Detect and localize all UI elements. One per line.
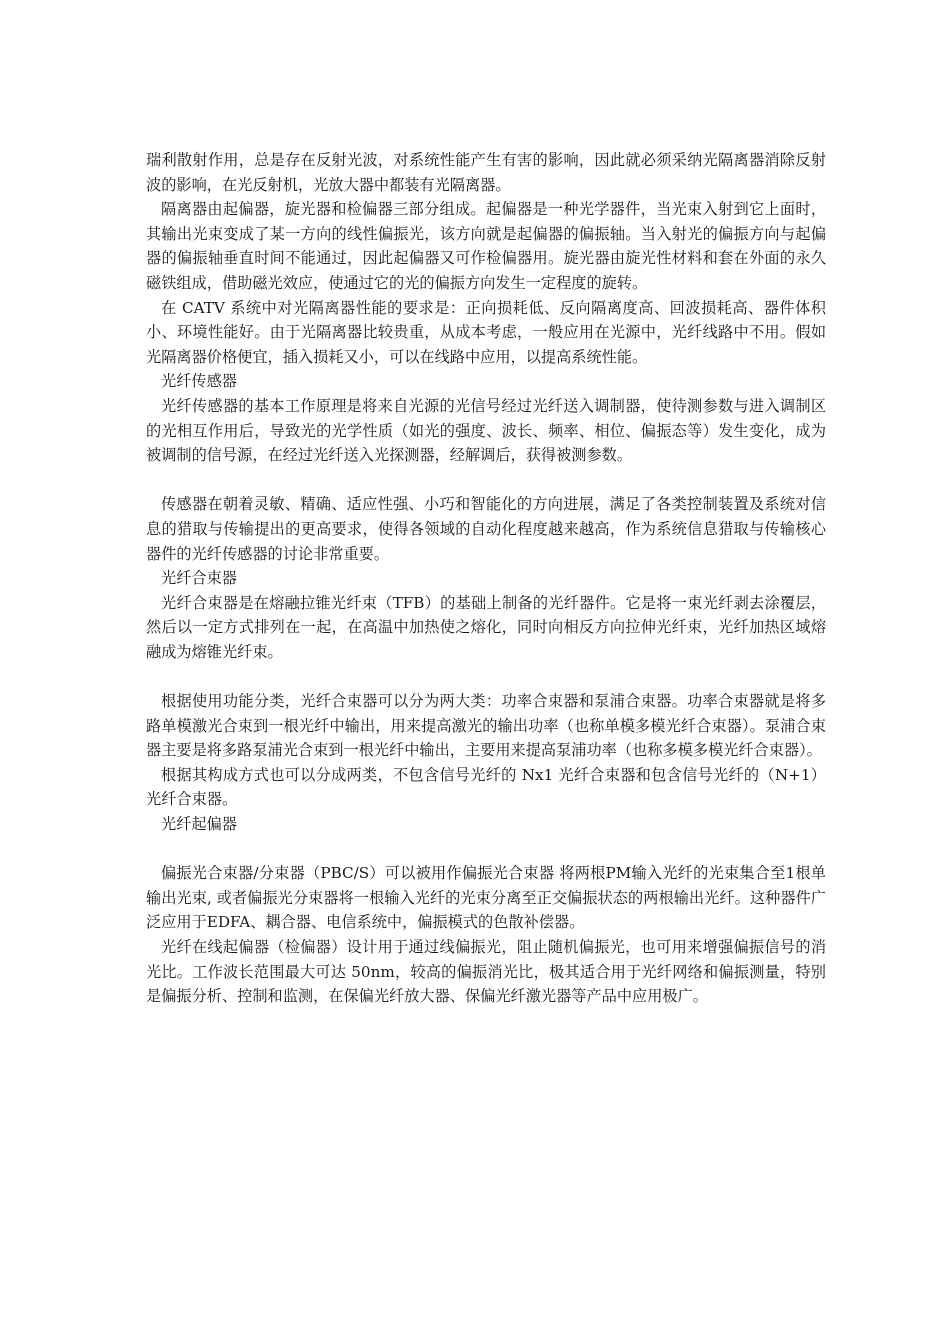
paragraph-combiner-structure: 根据其构成方式也可以分成两类，不包含信号光纤的 Nx1 光纤合束器和包含信号光纤的（N+1）光纤合束器。 bbox=[146, 765, 826, 809]
heading-fiber-combiner: 光纤合束器 bbox=[161, 569, 237, 588]
paragraph-rayleigh-scattering: 瑞利散射作用，总是存在反射光波，对系统性能产生有害的影响，因此就必须采纳光隔离器消除反射波的影响，在光反射机，光放大器中都装有光隔离器。 bbox=[146, 151, 826, 194]
paragraph-inline-polarizer: 光纤在线起偏器（检偏器）设计用于通过线偏振光，阻止随机偏振光，也可用来增强偏振信号的消光比。工作波长范围最大可达 50nm，较高的偏振消光比，极其适合用于光纤网络和偏振测量，特别是偏振分析、控制和监测，在保偏光纤放大器、保偏光纤激光器等产品中应用极广。 bbox=[146, 938, 826, 1006]
paragraph-isolator-structure: 隔离器由起偏器，旋光器和检偏器三部分组成。起偏器是一种光学器件，当光束入射到它上面时，其输出光束变成了某一方向的线性偏振光，该方向就是起偏器的偏振轴。当入射光的偏振方向与起偏器的偏振轴垂直时间不能通过，因此起偏器又可作检偏器用。旋光器由旋光性材料和套在外面的永久磁铁组成，借助磁光效应，使通过它的光的偏振方向发生一定程度的旋转。 bbox=[146, 200, 826, 292]
paragraph-pbc: 偏振光合束器/分束器（PBC/S）可以被用作偏振光合束器 将两根PM输入光纤的光束集合至1根单输出光束, 或者偏振光分束器将一根输入光纤的光束分离至正交偏振状态的两根输出光纤。这种器件广泛应用于EDFA、耦合器、电信系统中，偏振模式的色散补偿器。 bbox=[146, 864, 826, 932]
paragraph-combiner-classification: 根据使用功能分类，光纤合束器可以分为两大类：功率合束器和泵浦合束器。功率合束器就是将多路单模激光合束到一根光纤中输出，用来提高激光的输出功率（也称单模多模光纤合束器）。泵浦合束器主要是将多路泵浦光合束到一根光纤中输出，主要用来提高泵浦功率（也称多模多模光纤合束器）。 bbox=[146, 692, 826, 760]
paragraph-sensor-trend: 传感器在朝着灵敏、精确、适应性强、小巧和智能化的方向进展，满足了各类控制装置及系统对信息的猎取与传输提出的更高要求，使得各领域的自动化程度越来越高，作为系统信息猎取与传输核心器件的光纤传感器的讨论非常重要。 bbox=[146, 495, 826, 563]
paragraph-sensor-principle: 光纤传感器的基本工作原理是将来自光源的光信号经过光纤送入调制器，使待测参数与进入调制区的光相互作用后，导致光的光学性质（如光的强度、波长、频率、相位、偏振态等）发生变化，成为被调制的信号源，在经过光纤送入光探测器，经解调后，获得被测参数。 bbox=[146, 396, 826, 465]
paragraph-combiner-definition: 光纤合束器是在熔融拉锥光纤束（TFB）的基础上制备的光纤器件。它是将一束光纤剥去涂覆层，然后以一定方式排列在一起，在高温中加热使之熔化，同时向相反方向拉伸光纤束，光纤加热区域熔融成为熔锥光纤束。 bbox=[146, 593, 826, 661]
heading-fiber-sensor: 光纤传感器 bbox=[161, 372, 237, 391]
heading-fiber-polarizer: 光纤起偏器 bbox=[161, 815, 237, 834]
document-body bbox=[146, 148, 826, 1009]
paragraph-catv-requirements: 在 CATV 系统中对光隔离器性能的要求是：正向损耗低、反向隔离度高、回波损耗高、器件体积小、环境性能好。由于光隔离器比较贵重，从成本考虑，一般应用在光源中，光纤线路中不用。假如光隔离器价格便宜，插入损耗又小，可以在线路中应用，以提高系统性能。 bbox=[146, 298, 826, 366]
